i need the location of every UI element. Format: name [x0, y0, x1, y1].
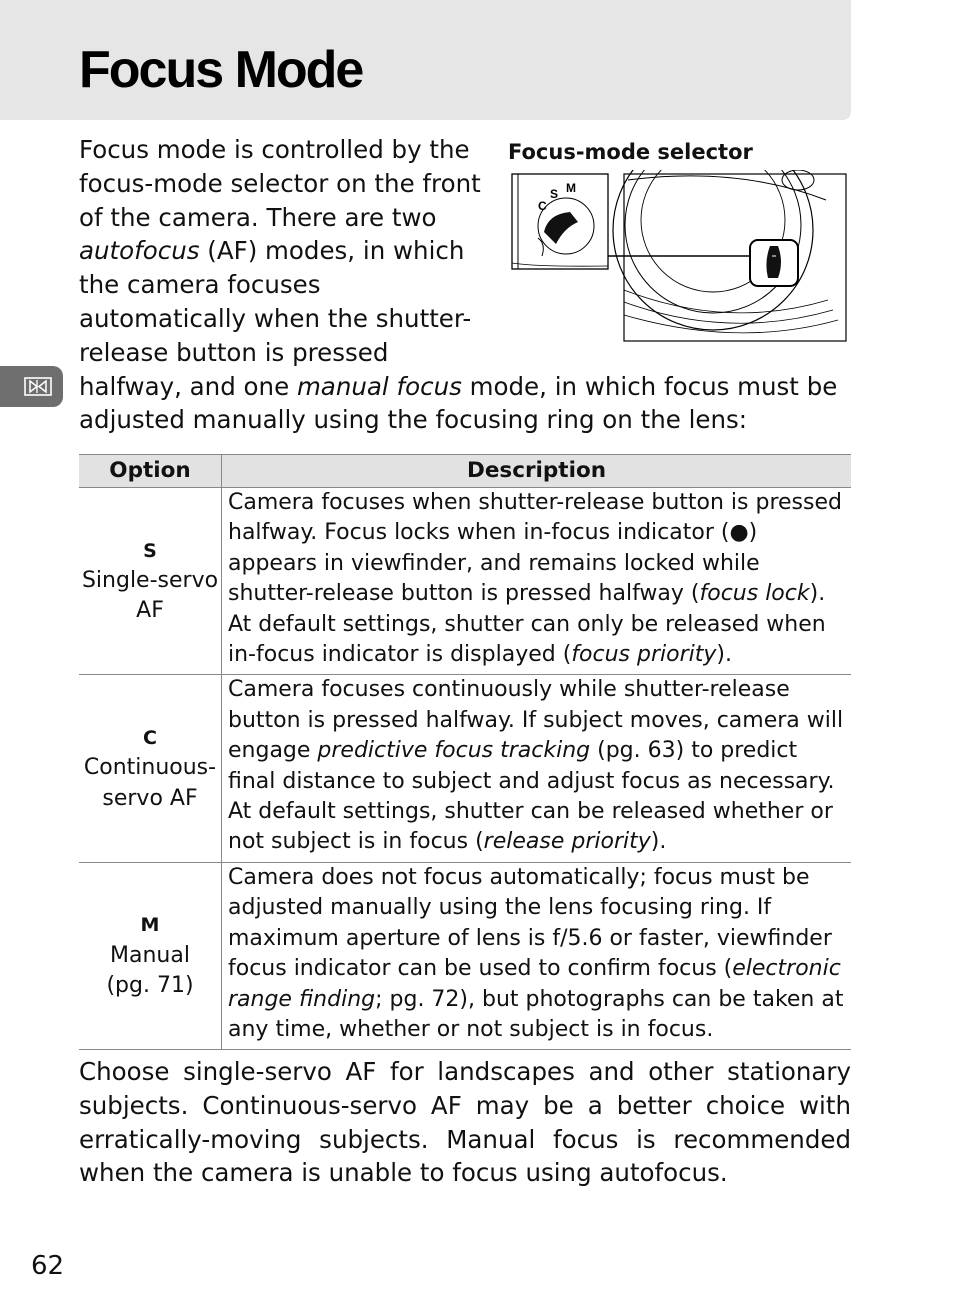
mode-name: Single-servo AF [81, 568, 219, 624]
description-text-run: Camera does not focus automatically; focus must be adjusted manually using the lens focusing ring. If maximum aperture of lens is f/5.6 or faster, viewfinder focus indicator can be used to confirm focus ( [228, 864, 832, 982]
camera-section-icon [24, 375, 54, 398]
table-header-row [79, 455, 851, 488]
mode-name: Continuous- servo AF [83, 755, 217, 811]
table-row [79, 675, 851, 862]
intro-text-run: autofocus [79, 236, 200, 266]
intro-text-run: manual focus [296, 371, 462, 401]
table-row [79, 488, 851, 675]
option-cell [79, 675, 222, 862]
option-cell [79, 862, 222, 1049]
mode-name: Manual (pg. 71) [106, 942, 194, 999]
section-tab [0, 366, 63, 407]
dial-label-s: S [550, 187, 559, 201]
focus-mode-table [79, 454, 851, 1050]
description-text-run: Camera focuses when shutter-release button is pressed halfway. Focus locks when in-focus indicator (●) appears in viewfinder, and remains locked while shutter-release button is pressed halfway ( [228, 490, 842, 607]
description-text-run: release priority [483, 829, 651, 855]
intro-text-run: mode, in which focus must be adjusted manually using the focusing ring on the lens: [79, 371, 838, 435]
description-text-run: electronic range finding [228, 956, 841, 1012]
description-text-run: predictive focus tracking [317, 738, 591, 764]
description-cell [222, 862, 852, 1049]
page-number: 62 [31, 1251, 65, 1281]
description-text-run: focus lock [699, 581, 810, 607]
description-text-run: ). [716, 642, 732, 668]
description-text-run: (pg. 63) to predict final distance to subject and adjust focus as necessary. At default settings, shutter can be released whether or not subject is in focus ( [228, 738, 835, 855]
description-cell [222, 488, 852, 675]
column-header-description: Description [222, 455, 852, 488]
description-text-run: focus priority [571, 642, 717, 668]
mode-code: C [143, 727, 157, 750]
description-text-run: ; pg. 72), but photographs can be taken at any time, whether or not subject is in focus. [228, 986, 844, 1042]
option-cell [79, 488, 222, 675]
table-row [79, 862, 851, 1049]
intro-text-run: (AF) modes, in which the camera focuses automatically when the shutter-release button is pressed halfway, and one [79, 236, 472, 401]
dial-label-m: M [566, 181, 576, 195]
description-text-run: Camera focuses continuously while shutter-release button is pressed halfway. If subject moves, camera will engage [228, 677, 844, 764]
closing-paragraph: Choose single-servo AF for landscapes and other stationary subjects. Continuous-servo AF may be a better choice with erratically-moving subjects. Manual focus is recommended when the camera is unable to focus using autofocus. [79, 1057, 851, 1188]
description-cell [222, 675, 852, 862]
page-title: Focus Mode [79, 41, 363, 99]
description-text-run: ). [650, 829, 667, 855]
column-header-option: Option [79, 455, 222, 488]
dial-label-c: C [538, 199, 547, 213]
intro-text-run: Focus mode is controlled by the focus-mode selector on the front of the camera. There are two [79, 135, 481, 232]
description-text-run: ). At default settings, shutter can only be released when in-focus indicator is displayed ( [228, 581, 826, 668]
mode-code: S [143, 539, 157, 562]
intro-paragraph [79, 133, 839, 437]
mode-code: M [140, 914, 160, 937]
figure-caption: Focus-mode selector [508, 140, 753, 164]
